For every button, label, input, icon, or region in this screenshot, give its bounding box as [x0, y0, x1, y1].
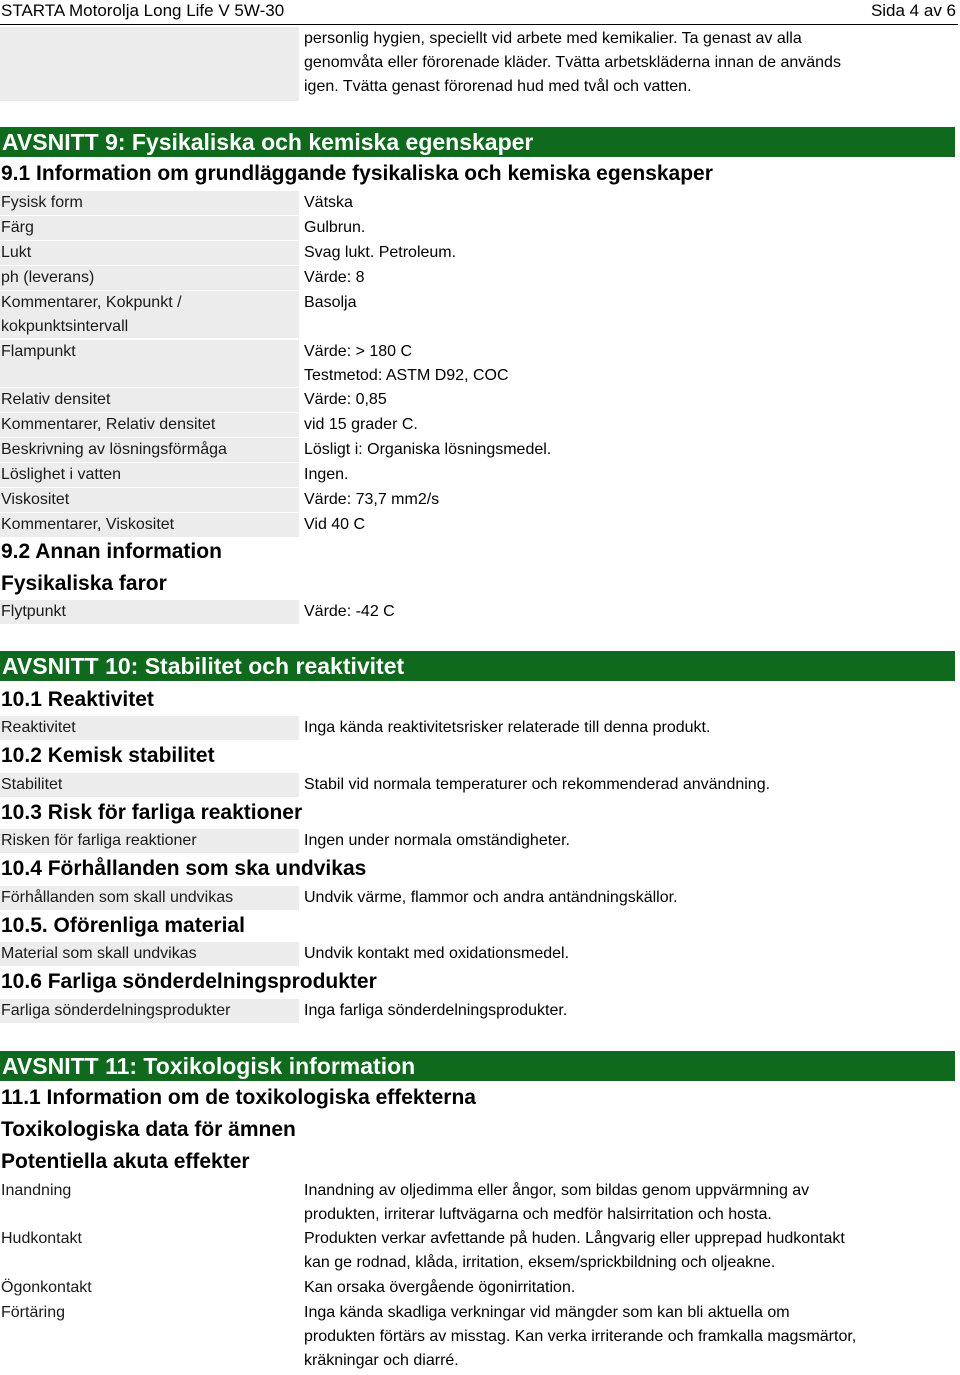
- property-label: Flampunkt: [0, 340, 299, 387]
- property-row: [0, 942, 958, 966]
- property-label: Fysisk form: [0, 191, 299, 215]
- property-value: Ingen.: [304, 466, 349, 483]
- property-value: Vätska: [304, 194, 353, 211]
- property-label: Material som skall undvikas: [0, 942, 299, 966]
- subheading-toxicological-data: Toxikologiska data för ämnen: [1, 1118, 296, 1141]
- property-label: [0, 291, 299, 338]
- effect-value: [304, 1301, 958, 1373]
- hygiene-line-2: genomvåta eller förorenade kläder. Tvätta arbetskläderna innan de används: [304, 54, 841, 71]
- subheading-9-1: 9.1 Information om grundläggande fysikaliska och kemiska egenskaper: [1, 162, 713, 185]
- property-value: Värde: -42 C: [304, 603, 395, 620]
- property-row: [0, 488, 958, 512]
- property-label: Kommentarer, Viskositet: [0, 513, 299, 537]
- property-label: Förhållanden som skall undvikas: [0, 886, 299, 910]
- property-row: [0, 773, 958, 797]
- property-value-line-1: Värde: > 180 C: [304, 343, 413, 360]
- effect-value: [304, 1179, 958, 1227]
- subheading-10-1: 10.1 Reaktivitet: [1, 688, 154, 711]
- property-value: Basolja: [304, 294, 357, 311]
- effect-row: [0, 1179, 958, 1226]
- effect-line: Inandning av oljedimma eller ångor, som bildas genom uppvärmning av: [304, 1182, 810, 1199]
- property-label: Löslighet i vatten: [0, 463, 299, 487]
- property-label: Relativ densitet: [0, 388, 299, 412]
- section-10-header: AVSNITT 10: Stabilitet och reaktivitet: [0, 651, 955, 681]
- effect-line: produkten förtärs av misstag. Kan verka irriterande och framkalla magsmärtor,: [304, 1328, 857, 1345]
- property-value: [304, 340, 958, 388]
- subheading-10-6: 10.6 Farliga sönderdelningsprodukter: [1, 970, 377, 993]
- subheading-9-2: 9.2 Annan information: [1, 540, 222, 563]
- property-row: [0, 600, 958, 624]
- effect-row: [0, 1227, 958, 1274]
- property-row: [0, 999, 958, 1023]
- property-row: [0, 291, 958, 338]
- property-label: Viskositet: [0, 488, 299, 512]
- property-row: [0, 241, 958, 265]
- property-value: Vid 40 C: [304, 516, 366, 533]
- effect-line: Produkten verkar avfettande på huden. Långvarig eller upprepad hudkontakt: [304, 1230, 845, 1247]
- document-title: STARTA Motorolja Long Life V 5W-30: [1, 1, 285, 20]
- property-row: [0, 438, 958, 462]
- property-value: Värde: 73,7 mm2/s: [304, 491, 440, 508]
- effect-line: kräkningar och diarré.: [304, 1352, 459, 1369]
- property-label: ph (leverans): [0, 266, 299, 290]
- property-value: vid 15 grader C.: [304, 416, 418, 433]
- hygiene-row: [0, 27, 958, 101]
- property-row: [0, 886, 958, 910]
- subheading-10-3: 10.3 Risk för farliga reaktioner: [1, 801, 303, 824]
- property-row: [0, 191, 958, 215]
- section-11-header: AVSNITT 11: Toxikologisk information: [0, 1051, 955, 1081]
- property-value: Inga farliga sönderdelningsprodukter.: [304, 1002, 568, 1019]
- subheading-10-4: 10.4 Förhållanden som ska undvikas: [1, 857, 367, 880]
- effect-line: Inga kända skadliga verkningar vid mängder som kan bli aktuella om: [304, 1304, 790, 1321]
- hygiene-line-1: personlig hygien, speciellt vid arbete med kemikalier. Ta genast av alla: [304, 30, 802, 47]
- section-9-header: AVSNITT 9: Fysikaliska och kemiska egenskaper: [0, 127, 955, 157]
- property-value: Gulbrun.: [304, 219, 366, 236]
- property-value: Inga kända reaktivitetsrisker relaterade till denna produkt.: [304, 719, 711, 736]
- property-label: Lukt: [0, 241, 299, 265]
- subheading-acute-effects: Potentiella akuta effekter: [1, 1150, 250, 1173]
- property-value: Undvik kontakt med oxidationsmedel.: [304, 945, 570, 962]
- effect-label: Förtäring: [1, 1304, 66, 1321]
- property-row: [0, 513, 958, 537]
- property-label: Kommentarer, Relativ densitet: [0, 413, 299, 437]
- subheading-physical-hazards: Fysikaliska faror: [1, 572, 167, 595]
- property-value: Värde: 8: [304, 269, 365, 286]
- effect-value: [304, 1227, 958, 1275]
- property-row: [0, 340, 958, 387]
- property-row: [0, 829, 958, 853]
- property-label: Beskrivning av lösningsförmåga: [0, 438, 299, 462]
- property-value-line-2: Testmetod: ASTM D92, COC: [304, 367, 509, 384]
- property-label: Reaktivitet: [0, 716, 299, 740]
- subheading-10-2: 10.2 Kemisk stabilitet: [1, 744, 215, 767]
- hygiene-line-3: igen. Tvätta genast förorenad hud med tvål och vatten.: [304, 78, 692, 95]
- property-label: Stabilitet: [0, 773, 299, 797]
- property-row: [0, 716, 958, 740]
- effect-value: Kan orsaka övergående ögonirritation.: [304, 1279, 576, 1296]
- property-label-line-2: kokpunktsintervall: [1, 318, 129, 335]
- effect-label: Hudkontakt: [1, 1230, 82, 1247]
- page-number: Sida 4 av 6: [870, 1, 956, 20]
- effect-row: [0, 1301, 958, 1373]
- property-label-line-1: Kommentarer, Kokpunkt /: [1, 294, 182, 311]
- property-label: Risken för farliga reaktioner: [0, 829, 299, 853]
- property-label: Farliga sönderdelningsprodukter: [0, 999, 299, 1023]
- property-value: Lösligt i: Organiska lösningsmedel.: [304, 441, 552, 458]
- effect-label: Ögonkontakt: [1, 1279, 92, 1296]
- property-value: Värde: 0,85: [304, 391, 387, 408]
- property-row: [0, 413, 958, 437]
- property-value: Svag lukt. Petroleum.: [304, 244, 457, 261]
- property-value: Ingen under normala omständigheter.: [304, 832, 570, 849]
- effect-label: Inandning: [1, 1182, 72, 1199]
- property-row: [0, 266, 958, 290]
- effect-line: kan ge rodnad, klåda, irritation, eksem/sprickbildning och oljeakne.: [304, 1254, 776, 1271]
- property-value: Stabil vid normala temperaturer och rekommenderad användning.: [304, 776, 771, 793]
- property-row: [0, 463, 958, 487]
- property-value: Undvik värme, flammor och andra antändningskällor.: [304, 889, 678, 906]
- hygiene-label-cell: [0, 27, 299, 101]
- subheading-10-5: 10.5. Oförenliga material: [1, 914, 245, 937]
- page-header: [0, 0, 958, 25]
- hygiene-text: [304, 27, 958, 99]
- effect-line: produkten, irriterar luftvägarna och medför halsirritation och hosta.: [304, 1206, 772, 1223]
- property-label: Flytpunkt: [0, 600, 299, 624]
- subheading-11-1: 11.1 Information om de toxikologiska effekterna: [1, 1086, 476, 1109]
- property-row: [0, 388, 958, 412]
- property-row: [0, 216, 958, 240]
- property-label: Färg: [0, 216, 299, 240]
- effect-row: [0, 1276, 958, 1300]
